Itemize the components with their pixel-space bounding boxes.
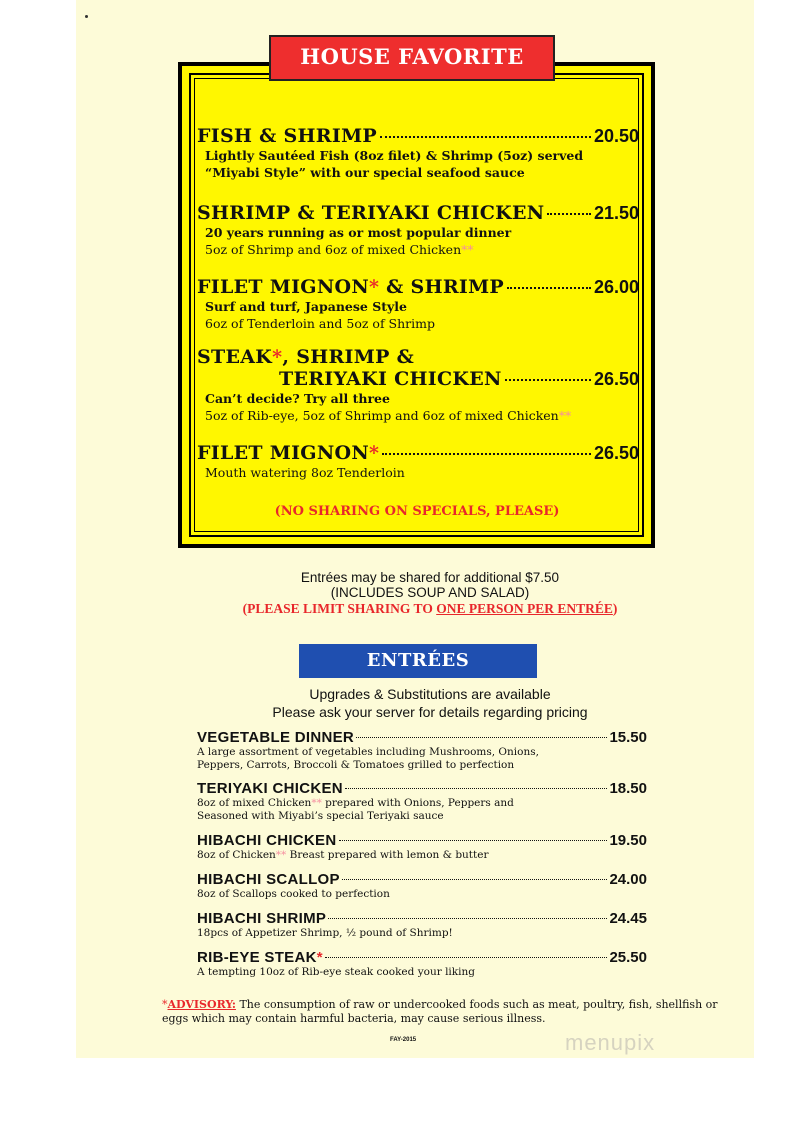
item-price: 26.50	[593, 443, 639, 463]
item-price: 18.50	[609, 780, 647, 797]
speck	[85, 15, 88, 18]
menu-item-vegetable-dinner	[197, 729, 647, 772]
dot-leader	[339, 840, 608, 841]
menu-item-shrimp-teriyaki-chicken	[197, 202, 639, 258]
item-desc: “Miyabi Style” with our special seafood sauce	[205, 165, 525, 180]
advisory-label: ADVISORY:	[167, 998, 236, 1011]
item-name: VEGETABLE DINNER	[197, 729, 355, 746]
watermark: menupix	[565, 1030, 656, 1055]
item-desc: 20 years running as or most popular dinner	[205, 225, 512, 240]
item-desc: 8oz of mixed Chicken	[197, 797, 312, 809]
item-price: 19.50	[609, 832, 647, 849]
asterisk-mark: *	[369, 442, 380, 464]
asterisk-mark: *	[272, 346, 283, 368]
item-price: 25.50	[609, 949, 647, 966]
menu-item-rib-eye-steak	[197, 949, 647, 979]
asterisk-mark: **	[558, 408, 572, 423]
sharing-limit-note: (PLEASE LIMIT SHARING TO ONE PERSON PER ENTRÉE)	[242, 601, 618, 616]
dot-leader	[382, 453, 591, 455]
asterisk-mark: **	[275, 849, 287, 861]
menu-item-teriyaki-chicken: TERIYAKI CHICKEN 18.50 8oz of mixed Chicken** prepared with Onions, Peppers and Seasoned with Miyabi’s special Teriyaki sauce	[197, 780, 647, 822]
no-sharing-note: (NO SHARING ON SPECIALS, PLEASE)	[274, 504, 560, 519]
asterisk-mark: *	[369, 276, 380, 298]
asterisk-mark: **	[311, 797, 322, 809]
item-desc: Lightly Sautéed Fish (8oz filet) & Shrimp (5oz) served	[205, 148, 584, 163]
dot-leader	[356, 737, 607, 738]
item-name: HIBACHI SHRIMP	[197, 910, 327, 927]
house-favorite-title: HOUSE FAVORITE	[269, 35, 555, 81]
item-price: 24.00	[609, 871, 647, 888]
dot-leader	[342, 879, 608, 880]
dot-leader	[345, 788, 608, 789]
asterisk-mark: *	[316, 949, 323, 966]
item-name: SHRIMP & TERIYAKI CHICKEN	[197, 202, 545, 224]
item-price: 20.50	[593, 126, 639, 146]
asterisk-mark: *	[162, 998, 168, 1011]
advisory-note	[162, 998, 722, 1026]
entrees-subtitle: Please ask your server for details regarding pricing	[272, 704, 588, 720]
item-desc: 5oz of Shrimp and 6oz of mixed Chicken	[205, 242, 462, 257]
sharing-note-line2: (INCLUDES SOUP AND SALAD)	[330, 585, 530, 600]
item-desc: Can’t decide? Try all three	[205, 391, 390, 406]
item-desc: A tempting 10oz of Rib-eye steak cooked your liking	[197, 966, 475, 978]
item-name: FILET MIGNON	[197, 442, 370, 464]
menu-item-hibachi-scallop	[197, 871, 647, 901]
menu-code: FAY-2015	[390, 1037, 417, 1043]
item-price: 24.45	[609, 910, 647, 927]
item-name-line2: TERIYAKI CHICKEN	[279, 368, 502, 390]
item-price: 21.50	[593, 203, 639, 223]
item-price: 15.50	[609, 729, 647, 746]
item-desc: 18pcs of Appetizer Shrimp, ½ pound of Shrimp!	[197, 927, 453, 939]
item-name: HIBACHI CHICKEN	[197, 832, 337, 849]
dot-leader	[547, 213, 591, 215]
menu-item-hibachi-chicken: HIBACHI CHICKEN 19.50 8oz of Chicken** Breast prepared with lemon & butter	[197, 832, 647, 861]
menu-item-fish-shrimp	[197, 125, 639, 181]
item-name: STEAK	[197, 346, 273, 368]
dot-leader	[505, 379, 591, 381]
item-name-suffix: & SHRIMP	[379, 276, 505, 298]
menu-item-hibachi-shrimp	[197, 910, 647, 940]
item-name: FISH & SHRIMP	[197, 125, 378, 147]
advisory-text: The consumption of raw or undercooked foods such as meat, poultry, fish, shellfish or eggs which may contain harmful bacteria, may cause serious illness.	[162, 998, 718, 1025]
item-name: TERIYAKI CHICKEN	[197, 780, 343, 797]
item-desc: Mouth watering 8oz Tenderloin	[205, 465, 405, 480]
item-desc: 6oz of Tenderloin and 5oz of Shrimp	[205, 316, 435, 331]
dot-leader	[325, 957, 608, 958]
menu-item-steak-shrimp-teriyaki	[197, 346, 639, 424]
dot-leader	[380, 136, 591, 138]
item-desc: 8oz of Scallops cooked to perfection	[197, 888, 390, 900]
menu-item-filet-mignon	[197, 442, 639, 481]
item-desc: 5oz of Rib-eye, 5oz of Shrimp and 6oz of mixed Chicken	[205, 408, 559, 423]
item-name: FILET MIGNON	[197, 276, 370, 298]
entrees-subtitle: Upgrades & Substitutions are available	[309, 686, 551, 702]
dot-leader	[507, 287, 591, 289]
item-price: 26.50	[593, 369, 639, 389]
item-desc: A large assortment of vegetables including Mushrooms, Onions,	[197, 746, 539, 758]
sharing-note-line1: Entrées may be shared for additional $7.50	[300, 570, 560, 585]
item-desc: Surf and turf, Japanese Style	[205, 299, 407, 314]
asterisk-mark: **	[461, 242, 474, 257]
entrees-title: ENTRÉES	[299, 644, 537, 678]
item-name: HIBACHI SCALLOP	[197, 871, 340, 888]
item-desc: 8oz of Chicken	[197, 849, 276, 861]
item-price: 26.00	[593, 277, 639, 297]
dot-leader	[328, 918, 607, 919]
menu-item-filet-mignon-shrimp	[197, 276, 639, 332]
item-desc: Peppers, Carrots, Broccoli & Tomatoes grilled to perfection	[197, 759, 515, 771]
item-desc: Seasoned with Miyabi’s special Teriyaki sauce	[197, 810, 444, 822]
item-name: RIB-EYE STEAK	[197, 949, 317, 966]
item-name-suffix: , SHRIMP &	[282, 346, 415, 368]
